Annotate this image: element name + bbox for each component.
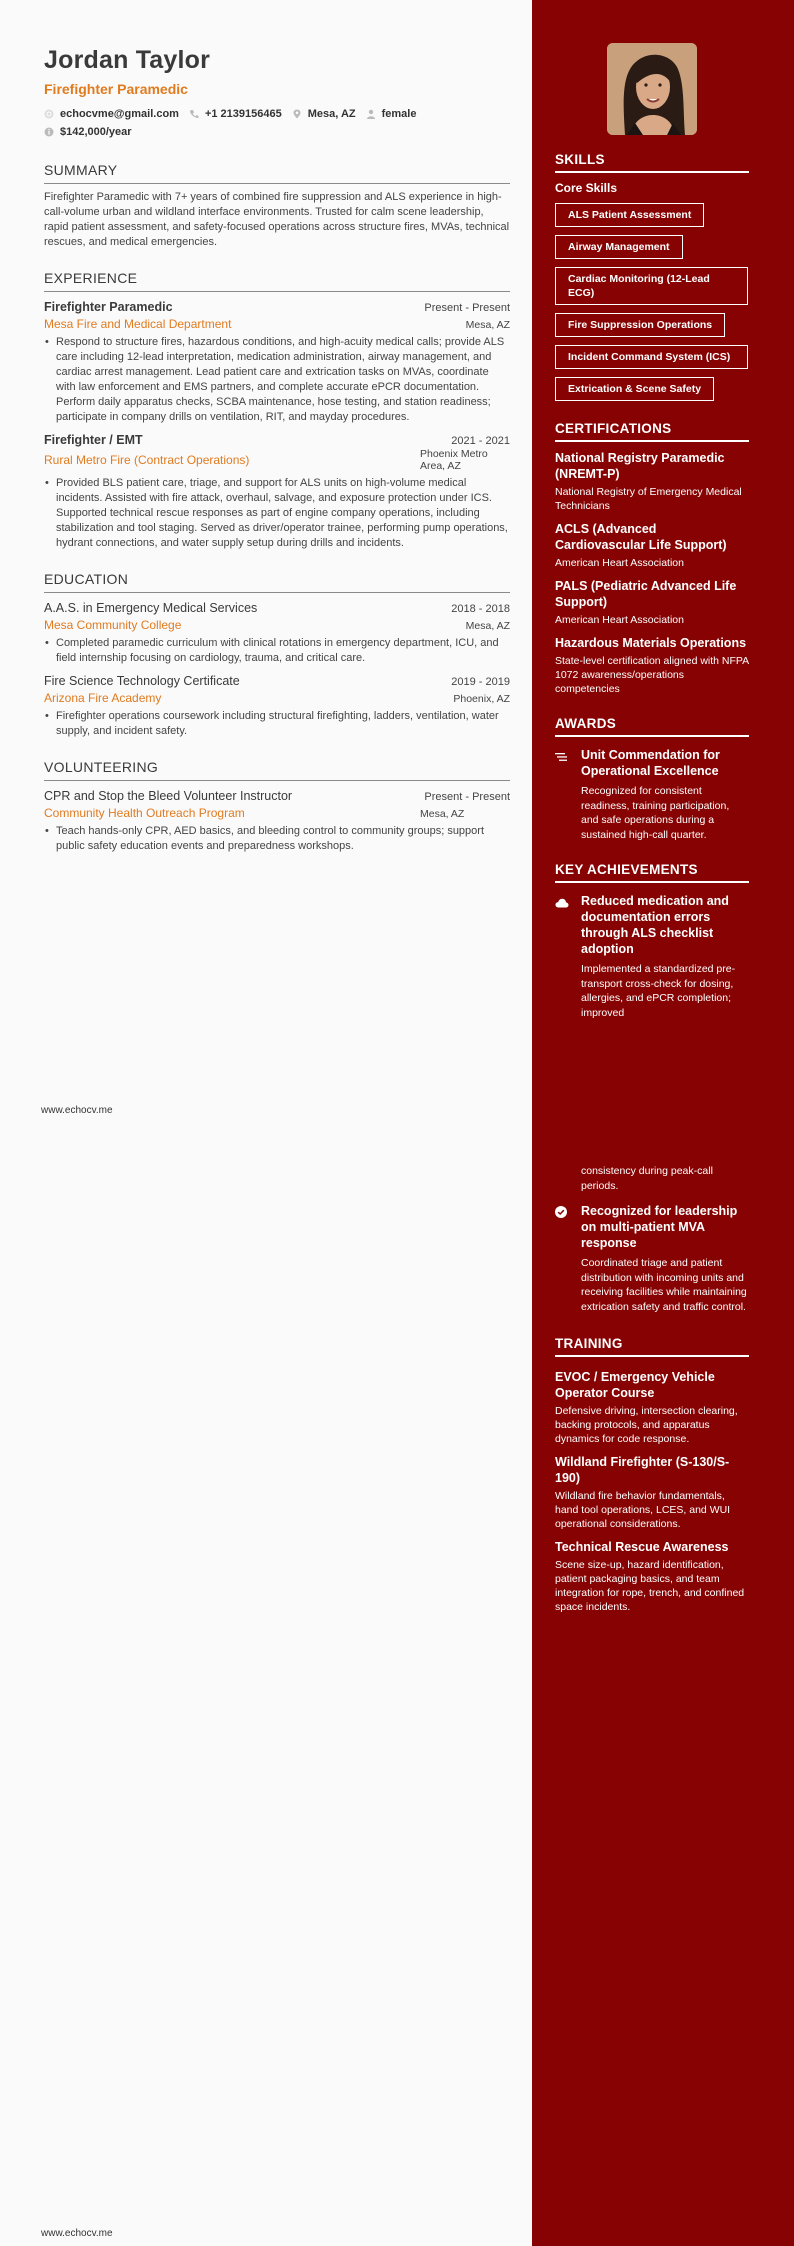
degree-title: Fire Science Technology Certificate <box>44 674 240 688</box>
achievement-title: Reduced medication and documentation errors through ALS checklist adoption <box>581 894 729 956</box>
achievements-heading: KEY ACHIEVEMENTS <box>555 862 749 883</box>
job-dates: 2021 - 2021 <box>451 435 510 447</box>
job-organization: Rural Metro Fire (Contract Operations) <box>44 453 250 467</box>
certification-issuer: American Heart Association <box>555 557 684 569</box>
certification-title: ACLS (Advanced Cardiovascular Life Support) <box>555 522 727 552</box>
education-bullet: • Completed paramedic curriculum with clinical rotations in emergency department, ICU, and field internship focusing on cardiology, trauma, and critical care. <box>56 636 510 666</box>
job-location: Mesa, AZ <box>465 319 510 331</box>
education-bullets <box>44 709 510 739</box>
certification-item <box>555 635 749 696</box>
education-dates: 2019 - 2019 <box>451 676 510 688</box>
info-icon <box>44 127 54 137</box>
check-circle-icon <box>555 1203 569 1314</box>
skill-tag: Incident Command System (ICS) <box>555 345 748 369</box>
job-bullets <box>44 476 510 551</box>
candidate-name: Jordan Taylor <box>44 46 211 74</box>
volunteer-bullets <box>44 824 510 854</box>
certifications-heading: CERTIFICATIONS <box>555 421 749 442</box>
school-name: Mesa Community College <box>44 618 182 632</box>
main-column <box>44 46 510 854</box>
skill-tag: Fire Suppression Operations <box>555 313 725 337</box>
volunteer-bullet: • Teach hands-only CPR, AED basics, and bleeding control to community groups; support public safety education events and preparedness workshops. <box>56 824 510 854</box>
achievement-item-continued <box>555 1164 749 1193</box>
footer-link[interactable]: www.echocv.me <box>41 1105 113 1116</box>
job-entry <box>44 433 510 551</box>
certification-title: Hazardous Materials Operations <box>555 636 747 650</box>
achievement-item <box>555 893 749 1020</box>
location-item <box>292 108 356 120</box>
sidebar <box>555 152 749 1020</box>
volunteer-location: Mesa, AZ <box>420 808 465 820</box>
certification-item <box>555 521 749 570</box>
email-icon <box>44 109 54 119</box>
certification-item <box>555 578 749 627</box>
job-entry <box>44 300 510 425</box>
cloud-icon <box>555 893 569 1020</box>
achievement-description: consistency during peak-call periods. <box>581 1165 713 1192</box>
list-icon <box>555 747 569 842</box>
awards-heading: AWARDS <box>555 716 749 737</box>
achievement-description: Implemented a standardized pre-transport cross-check for dosing, allergies, and ePCR completion; improved <box>581 963 736 1019</box>
skill-tag: Airway Management <box>555 235 683 259</box>
salary-text: $142,000/year <box>60 126 132 138</box>
award-title: Unit Commendation for Operational Excellence <box>581 748 720 778</box>
achievement-item <box>555 1203 749 1314</box>
education-entry <box>44 674 510 739</box>
phone-icon <box>189 109 199 119</box>
training-heading: TRAINING <box>555 1336 749 1357</box>
job-bullet: • Respond to structure fires, hazardous conditions, and high-acuity medical calls; provide ALS care including 12-lead interpretation, medication administration, airway management, and cardiac arrest management. Lead patient care and extrication tasks on MVAs, coordinate with law enforcement and EMS partners, and complete accurate ePCR documentation. Perform daily apparatus checks, SCBA maintenance, hose testing, and station readiness; participate in company drills on ventilation, RIT, and mayday procedures. <box>56 335 510 425</box>
training-description: Defensive driving, intersection clearing, backing protocols, and apparatus dynamics for code response. <box>555 1405 738 1445</box>
summary-heading: SUMMARY <box>44 162 510 184</box>
award-item <box>555 747 749 842</box>
certification-issuer: American Heart Association <box>555 614 684 626</box>
training-title: Technical Rescue Awareness <box>555 1540 729 1554</box>
sidebar-continued <box>555 1164 749 1614</box>
volunteer-organization: Community Health Outreach Program <box>44 806 245 820</box>
job-bullets <box>44 335 510 425</box>
phone-text: +1 2139156465 <box>204 108 282 120</box>
job-title: Firefighter Paramedic <box>44 300 173 314</box>
job-organization: Mesa Fire and Medical Department <box>44 317 232 331</box>
degree-title: A.A.S. in Emergency Medical Services <box>44 601 258 615</box>
school-location: Phoenix, AZ <box>453 693 510 705</box>
certification-issuer: National Registry of Emergency Medical Technicians <box>555 486 742 512</box>
training-title: Wildland Firefighter (S-130/S-190) <box>555 1455 730 1485</box>
gender-text: female <box>381 108 417 120</box>
core-skills-subheading: Core Skills <box>555 181 618 195</box>
training-description: Wildland fire behavior fundamentals, hand tool operations, LCES, and WUI operational considerations. <box>555 1490 731 1530</box>
training-item <box>555 1454 749 1531</box>
person-icon <box>366 109 376 119</box>
volunteering-section <box>44 759 510 854</box>
phone-item[interactable] <box>189 108 282 120</box>
location-pin-icon <box>292 109 302 119</box>
certification-title: PALS (Pediatric Advanced Life Support) <box>555 579 737 609</box>
skill-tag: ALS Patient Assessment <box>555 203 704 227</box>
job-location: Phoenix Metro Area, AZ <box>420 448 488 472</box>
education-bullet: • Firefighter operations coursework including structural firefighting, ladders, ventilation, water supply, and incident safety. <box>56 709 510 739</box>
education-entry <box>44 601 510 666</box>
skill-tag: Extrication & Scene Safety <box>555 377 714 401</box>
volunteer-entry <box>44 789 510 854</box>
training-description: Scene size-up, hazard identification, patient packaging basics, and team integration for rope, trench, and confined space incidents. <box>555 1559 745 1613</box>
volunteer-title: CPR and Stop the Bleed Volunteer Instructor <box>44 789 293 803</box>
volunteering-heading: VOLUNTEERING <box>44 759 510 781</box>
training-title: EVOC / Emergency Vehicle Operator Course <box>555 1370 715 1400</box>
summary-section <box>44 162 510 250</box>
gender-item <box>366 108 417 120</box>
salary-item <box>44 126 132 138</box>
skill-tag: Cardiac Monitoring (12-Lead ECG) <box>555 267 748 305</box>
education-section <box>44 571 510 739</box>
candidate-title: Firefighter Paramedic <box>44 81 188 97</box>
certification-title: National Registry Paramedic (NREMT-P) <box>555 451 725 481</box>
achievement-title: Recognized for leadership on multi-patient MVA response <box>581 1204 738 1250</box>
skills-heading: SKILLS <box>555 152 749 173</box>
school-name: Arizona Fire Academy <box>44 691 162 705</box>
profile-photo <box>607 43 697 135</box>
location-text: Mesa, AZ <box>307 108 356 120</box>
certification-issuer: State-level certification aligned with NFPA 1072 awareness/operations competencies <box>555 655 749 695</box>
school-location: Mesa, AZ <box>465 620 510 632</box>
footer-link[interactable]: www.echocv.me <box>41 2228 113 2239</box>
award-description: Recognized for consistent readiness, training participation, and safe operations during a sustained high-call quarter. <box>581 785 730 841</box>
education-heading: EDUCATION <box>44 571 510 593</box>
certification-item <box>555 450 749 513</box>
email-item[interactable] <box>44 108 179 120</box>
achievement-description: Coordinated triage and patient distribution with incoming units and receiving facilities while maintaining extrication safety and traffic control. <box>581 1257 747 1313</box>
contact-info <box>44 105 510 141</box>
training-item <box>555 1369 749 1446</box>
job-title: Firefighter / EMT <box>44 433 143 447</box>
spacer <box>555 1164 569 1193</box>
experience-heading: EXPERIENCE <box>44 270 510 292</box>
training-item <box>555 1539 749 1614</box>
volunteer-dates: Present - Present <box>424 791 510 803</box>
experience-section <box>44 270 510 551</box>
education-dates: 2018 - 2018 <box>451 603 510 615</box>
email-text: echocvme@gmail.com <box>60 108 179 120</box>
summary-text: Firefighter Paramedic with 7+ years of combined fire suppression and ALS experience in high-call-volume urban and wildland interface environments. Trusted for calm scene leadership, rapid patient assessment, and safety-focused operations across structure fires, MVAs, technical rescues, and medical emergencies. <box>44 191 510 248</box>
job-bullet: • Provided BLS patient care, triage, and support for ALS units on high-volume medical incidents. Assisted with fire attack, overhaul, salvage, and exposure protection under ICS. Supported technical rescue responses as part of engine company operations, including stabilization and tool staging. Served as driver/operator trainee, performing pump operations, hydrant connections, and water supply setup during drills and incidents. <box>56 476 510 551</box>
education-bullets <box>44 636 510 666</box>
job-dates: Present - Present <box>424 302 510 314</box>
skills-list <box>555 195 749 401</box>
